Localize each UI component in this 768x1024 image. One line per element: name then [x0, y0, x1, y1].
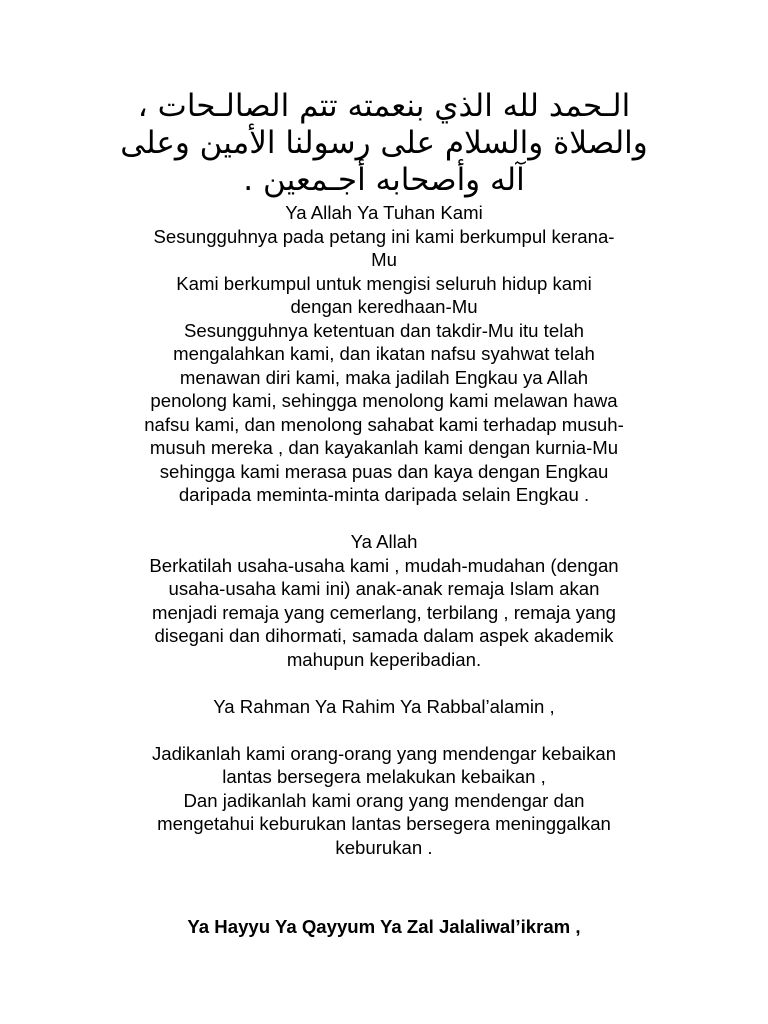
- arabic-line: آله وأصحابه أجـمعين .: [243, 162, 525, 198]
- text-line: keburukan .: [335, 836, 433, 858]
- paragraph-gap: [100, 671, 668, 695]
- heading-line: Ya Allah Ya Tuhan Kami: [285, 202, 483, 223]
- text-line: Kami berkumpul untuk mengisi seluruh hidup kami: [176, 272, 592, 294]
- text-line: sehingga kami merasa puas dan kaya dengan Engkau: [159, 460, 609, 482]
- text-line: penolong kami, sehingga menolong kami melawan hawa: [150, 390, 618, 411]
- text-line: Sesungguhnya ketentuan dan takdir-Mu itu telah: [183, 319, 585, 341]
- text-line: mengalahkan kami, dan ikatan nafsu syahwat telah: [173, 343, 595, 364]
- arabic-line: والصلاة والسلام على رسولنا الأمين وعلى: [120, 125, 648, 161]
- text-line: mahupun keperibadian.: [286, 648, 482, 670]
- paragraph-gap: [100, 507, 668, 531]
- text-line: menawan diri kami, maka jadilah Engkau ya Allah: [179, 366, 589, 388]
- heading-line: Ya Rahman Ya Rahim Ya Rabbal’alamin ,: [213, 695, 555, 717]
- text-line: dengan keredhaan-Mu: [290, 296, 478, 317]
- arabic-line: الـحمد لله الذي بنعمته تتم الصالـحات ،: [137, 88, 631, 124]
- paragraph-gap: [100, 718, 668, 742]
- text-line: disegani dan dihormati, samada dalam aspek akademik: [154, 625, 614, 646]
- text-line: usaha-usaha kami ini) anak-anak remaja Islam akan: [168, 578, 600, 599]
- text-line: Jadikanlah kami orang-orang yang mendengar kebaikan: [151, 742, 617, 764]
- text-line: daripada meminta-minta daripada selain Engkau .: [178, 484, 590, 505]
- arabic-opening: [100, 88, 668, 199]
- text-line: mengetahui keburukan lantas bersegera meninggalkan: [157, 813, 611, 834]
- prayer-body: [100, 201, 668, 859]
- heading-line: Ya Allah: [350, 531, 418, 552]
- text-line: Berkatilah usaha-usaha kami , mudah-mudahan (dengan: [149, 554, 619, 576]
- text-line: Dan jadikanlah kami orang yang mendengar dan: [183, 789, 585, 811]
- text-line: Mu: [371, 249, 397, 270]
- text-line: musuh mereka , dan kayakanlah kami dengan kurnia-Mu: [149, 437, 619, 458]
- text-line: nafsu kami, dan menolong sahabat kami terhadap musuh-: [144, 413, 624, 435]
- closing-invocation: Ya Hayyu Ya Qayyum Ya Zal Jalaliwal’ikram ,: [187, 916, 581, 937]
- text-line: lantas bersegera melakukan kebaikan ,: [222, 766, 546, 787]
- text-line: menjadi remaja yang cemerlang, terbilang , remaja yang: [151, 601, 617, 623]
- text-line: Sesungguhnya pada petang ini kami berkumpul kerana-: [153, 225, 615, 247]
